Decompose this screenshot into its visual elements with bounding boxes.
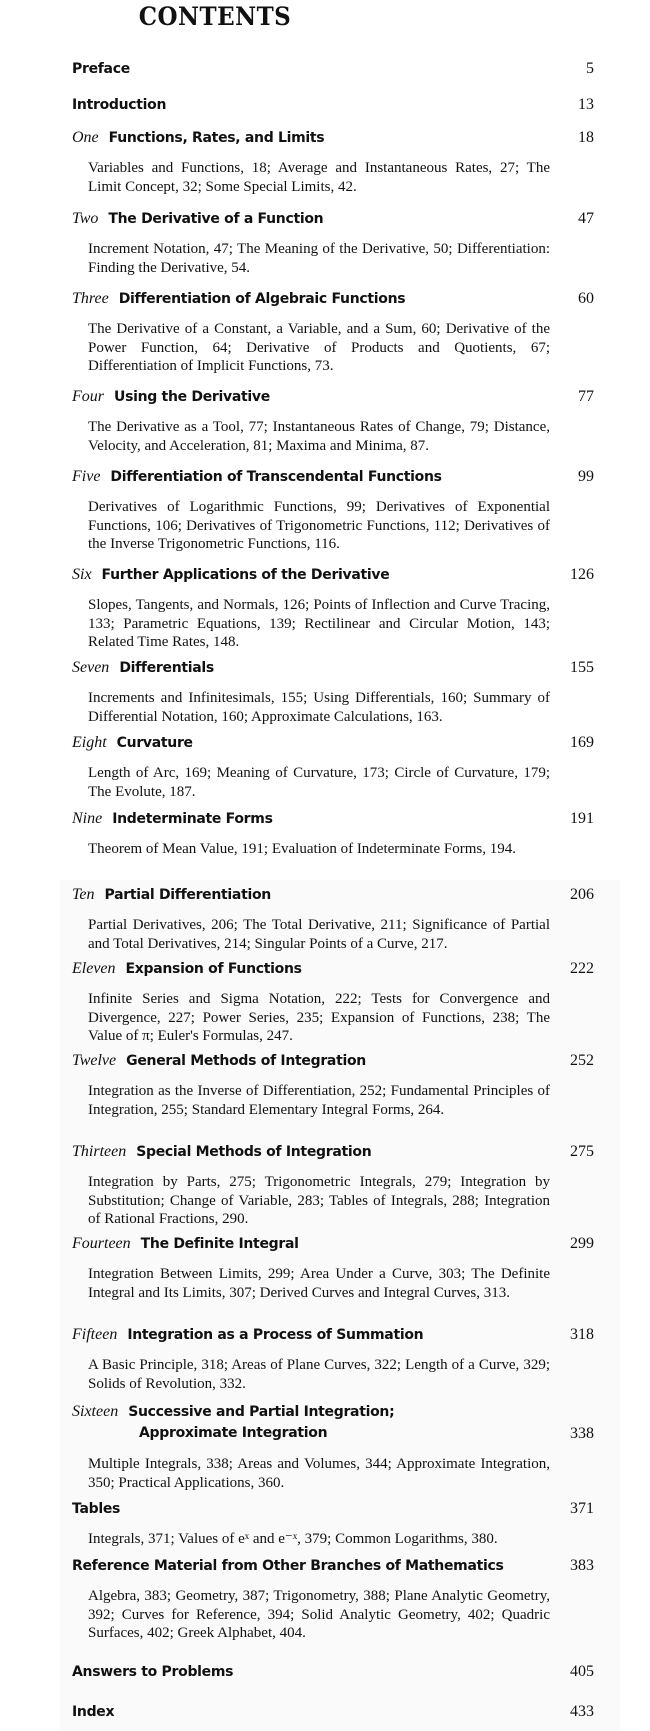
chapter-title: Expansion of Functions [125,961,302,977]
chapter-number: Fourteen [72,1235,131,1252]
toc-heading [72,1703,594,1725]
chapter-title: The Derivative of a Function [108,211,324,227]
toc-heading [72,810,594,832]
page-number: 318 [570,1326,594,1343]
toc-heading [72,1052,594,1074]
page-number: 338 [570,1425,594,1442]
entry-title: Introduction [72,97,167,113]
toc-chapter[interactable] [72,129,594,196]
toc-heading [72,960,594,982]
chapter-title: Differentiation of Algebraic Functions [118,291,406,307]
page-number: 299 [570,1235,594,1252]
chapter-number: Eight [72,734,107,751]
toc-chapter[interactable] [72,659,594,726]
toc-heading [72,1663,594,1685]
chapter-title: Successive and Partial Integration; [128,1404,395,1420]
toc-heading [72,60,594,82]
chapter-title: Curvature [116,735,193,751]
toc-chapter[interactable] [72,960,594,1046]
chapter-topics: Length of Arc, 169; Meaning of Curvature, 173; Circle of Curvature, 179; The Evolute, 187. [88,765,550,800]
page-number: 13 [578,96,594,113]
toc-heading [72,566,594,588]
chapter-number: Four [72,388,104,405]
toc-chapter[interactable] [72,886,594,953]
page-number: 77 [578,388,594,405]
toc-heading [72,129,594,151]
chapter-topics: Integration as the Inverse of Differentiation, 252; Fundamental Principles of Integration, 255; Standard Elementary Integral Forms, 264. [88,1083,550,1118]
chapter-number: Five [72,468,101,485]
chapter-topics: The Derivative of a Constant, a Variable, and a Sum, 60; Derivative of the Power Function, 64; Derivative of Products and Quotients, 67; Differentiation of Implicit Functions, 73. [88,321,550,374]
chapter-title: The Definite Integral [140,1236,299,1252]
chapter-number: One [72,129,99,146]
page-number: 169 [570,734,594,751]
chapter-topics: Integration Between Limits, 299; Area Under a Curve, 303; The Definite Integral and Its Limits, 307; Derived Curves and Integral Curves, 313. [88,1266,550,1301]
toc-heading [72,1500,594,1522]
toc-chapter[interactable] [72,388,594,455]
toc-heading [72,1143,594,1165]
page-number: 275 [570,1143,594,1160]
chapter-number: Nine [72,810,103,827]
toc-heading [72,1326,594,1348]
toc-heading [72,1557,594,1579]
toc-heading [72,468,594,490]
chapter-topics: Multiple Integrals, 338; Areas and Volumes, 344; Approximate Integration, 350; Practical Applications, 360. [88,1456,550,1491]
chapter-number: Two [72,210,99,227]
page-title: CONTENTS [138,2,292,31]
toc-entry-answers[interactable] [72,1663,594,1685]
chapter-topics: Increments and Infinitesimals, 155; Using Differentials, 160; Summary of Differential Notation, 160; Approximate Calculations, 163. [88,690,550,725]
toc-entry-introduction[interactable] [72,96,594,118]
page-number: 222 [570,960,594,977]
toc-chapter[interactable] [72,1143,594,1229]
chapter-number: Three [72,290,109,307]
chapter-topics: Partial Derivatives, 206; The Total Derivative, 211; Significance of Partial and Total Derivatives, 214; Singular Points of a Curve, 217. [88,917,550,952]
toc-heading [72,388,594,410]
toc-chapter[interactable] [72,468,594,554]
chapter-title: Special Methods of Integration [136,1144,372,1160]
page-number: 191 [570,810,594,827]
chapter-title: Indeterminate Forms [112,811,273,827]
chapter-number: Twelve [72,1052,117,1069]
toc-entry-reference-material[interactable] [72,1557,594,1643]
page-number: 206 [570,886,594,903]
chapter-title: Further Applications of the Derivative [101,567,390,583]
toc-chapter[interactable] [72,734,594,801]
page-number: 5 [586,60,594,77]
page-number: 252 [570,1052,594,1069]
toc-heading [72,1403,594,1447]
entry-title: Tables [72,1501,121,1517]
chapter-topics: Slopes, Tangents, and Normals, 126; Points of Inflection and Curve Tracing, 133; Parametric Equations, 139; Rectilinear and Circular Motion, 143; Related Time Rates, 148. [88,597,550,650]
toc-heading [72,290,594,312]
chapter-title: Differentials [119,660,214,676]
chapter-topics: Theorem of Mean Value, 191; Evaluation of Indeterminate Forms, 194. [88,841,516,857]
entry-title: Answers to Problems [72,1664,234,1680]
page-number: 60 [578,290,594,307]
page-number: 99 [578,468,594,485]
toc-chapter[interactable] [72,290,594,376]
page-number: 371 [570,1500,594,1517]
entry-topics: Algebra, 383; Geometry, 387; Trigonometry, 388; Plane Analytic Geometry, 392; Curves for Reference, 394; Solid Analytic Geometry, 402; Quadric Surfaces, 402; Greek Alphabet, 404. [88,1588,550,1641]
chapter-topics: Infinite Series and Sigma Notation, 222; Tests for Convergence and Divergence, 227; Power Series, 235; Expansion of Functions, 238; The Value of π; Euler's Formulas, 247. [88,991,550,1044]
toc-heading [72,659,594,681]
toc-entry-index[interactable] [72,1703,594,1725]
chapter-title: Integration as a Process of Summation [127,1327,424,1343]
chapter-title: Differentiation of Transcendental Functions [110,469,442,485]
page-number: 18 [578,129,594,146]
chapter-title-line2: Approximate Integration [139,1425,328,1441]
toc-heading [72,96,594,118]
entry-title: Reference Material from Other Branches of Mathematics [72,1558,504,1574]
chapter-number: Thirteen [72,1143,127,1160]
chapter-number: Seven [72,659,110,676]
page-number: 433 [570,1703,594,1720]
page-number: 126 [570,566,594,583]
page-number: 47 [578,210,594,227]
chapter-topics: A Basic Principle, 318; Areas of Plane Curves, 322; Length of a Curve, 329; Solids of Revolution, 332. [88,1357,550,1392]
chapter-number: Ten [72,886,95,903]
toc-entry-preface[interactable] [72,60,594,82]
chapter-topics: The Derivative as a Tool, 77; Instantaneous Rates of Change, 79; Distance, Velocity, and Acceleration, 81; Maxima and Minima, 87. [88,419,550,454]
toc-entry-tables[interactable] [72,1500,594,1549]
chapter-number: Eleven [72,960,116,977]
toc-chapter[interactable] [72,1052,594,1119]
entry-title: Index [72,1704,115,1720]
toc-heading [72,734,594,756]
toc-chapter[interactable] [72,1235,594,1302]
toc-chapter[interactable] [72,810,594,859]
chapter-number: Sixteen [72,1403,119,1420]
page-number: 383 [570,1557,594,1574]
chapter-number: Fifteen [72,1326,118,1343]
toc-heading [72,210,594,232]
chapter-title: Functions, Rates, and Limits [108,130,325,146]
chapter-topics: Integration by Parts, 275; Trigonometric Integrals, 279; Integration by Substitution; Change of Variable, 283; Tables of Integrals, 288; Integration of Rational Fractions, 290. [88,1174,550,1227]
chapter-title: General Methods of Integration [126,1053,366,1069]
chapter-topics: Derivatives of Logarithmic Functions, 99; Derivatives of Exponential Functions, 106; Derivatives of Trigonometric Functions, 112; Derivatives of the Inverse Trigonometric Functions, 116. [88,499,550,552]
entry-title: Preface [72,61,130,77]
toc-heading [72,886,594,908]
chapter-topics: Variables and Functions, 18; Average and Instantaneous Rates, 27; The Limit Concept, 32; Some Special Limits, 42. [88,160,550,195]
toc-heading [72,1235,594,1257]
toc-chapter[interactable] [72,1326,594,1393]
page-number: 155 [570,659,594,676]
chapter-title: Using the Derivative [114,389,270,405]
toc-chapter[interactable] [72,1403,594,1492]
entry-topics: Integrals, 371; Values of eˣ and e⁻ˣ, 379; Common Logarithms, 380. [88,1531,498,1547]
chapter-number: Six [72,566,92,583]
toc-chapter[interactable] [72,566,594,652]
toc-chapter[interactable] [72,210,594,277]
chapter-topics: Increment Notation, 47; The Meaning of the Derivative, 50; Differentiation: Finding the Derivative, 54. [88,241,550,276]
chapter-title: Partial Differentiation [104,887,271,903]
page-number: 405 [570,1663,594,1680]
